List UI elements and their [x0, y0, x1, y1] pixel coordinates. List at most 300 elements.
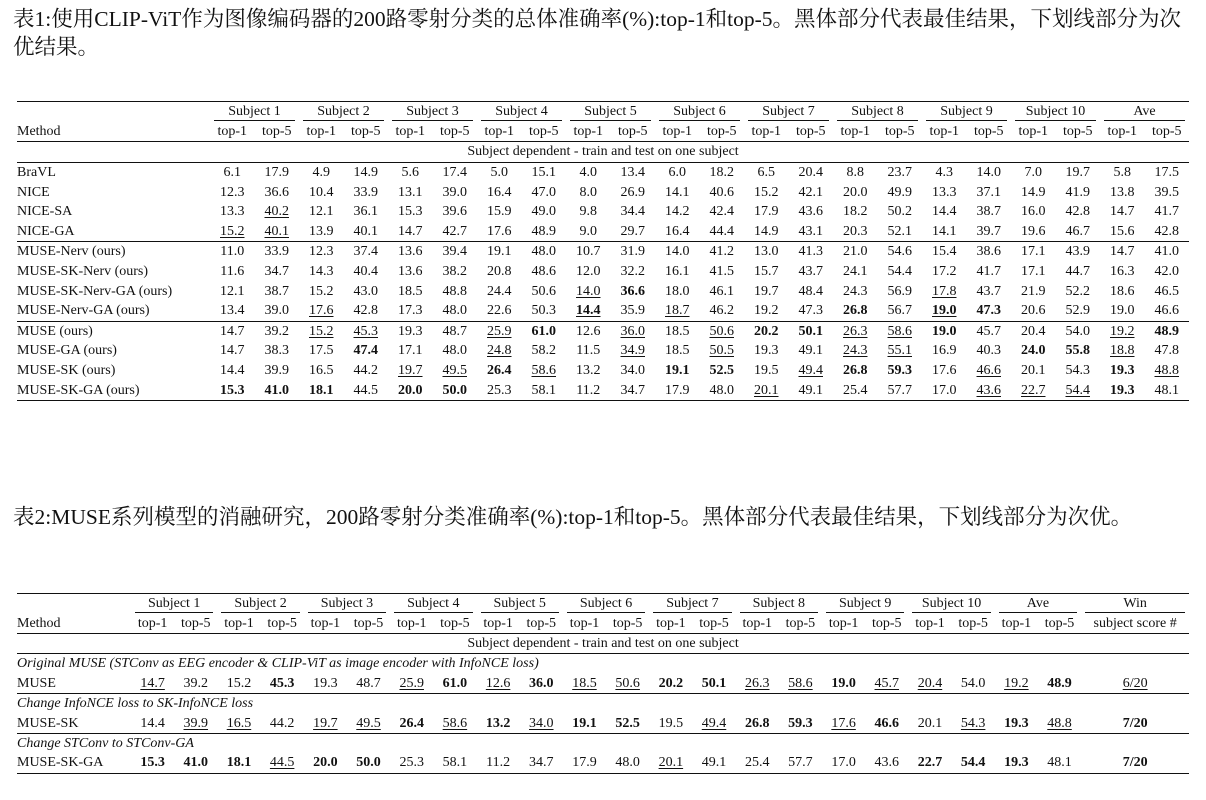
score-cell	[1056, 222, 1101, 242]
cell-value: 42.8	[1065, 204, 1090, 220]
win-subheader: subject score #	[1093, 615, 1177, 631]
score-cell	[744, 341, 789, 361]
score-cell	[789, 222, 834, 242]
cell-value: 20.1	[917, 715, 943, 731]
cell-value: 14.4	[220, 363, 245, 379]
group-label: Ave	[999, 595, 1077, 613]
cell-value: 50.1	[798, 323, 823, 339]
score-cell	[700, 321, 745, 341]
score-cell	[210, 182, 255, 202]
group-label: Win	[1085, 595, 1185, 613]
score-cell	[566, 202, 611, 222]
score-cell	[744, 281, 789, 301]
score-cell	[655, 182, 700, 202]
cell-value: 48.0	[442, 343, 467, 359]
cell-value: 19.3	[1110, 363, 1135, 379]
cell-value: 20.8	[487, 264, 512, 280]
score-cell	[789, 321, 834, 341]
metric-header: top-5	[440, 615, 470, 631]
score-cell	[1056, 202, 1101, 222]
score-cell	[700, 262, 745, 282]
score-cell	[833, 262, 878, 282]
score-cell	[299, 242, 344, 262]
cell-value: 16.5	[226, 715, 252, 731]
cell-value: 9.8	[579, 204, 597, 220]
score-cell	[210, 242, 255, 262]
score-cell	[1145, 162, 1190, 182]
score-cell	[1145, 321, 1190, 341]
score-cell	[299, 222, 344, 242]
cell-value: 16.4	[665, 223, 690, 239]
cell-value: 20.6	[1021, 303, 1046, 319]
score-cell	[522, 222, 567, 242]
metric-header: top-1	[310, 615, 341, 631]
cell-value: 14.7	[220, 323, 245, 339]
cell-value: 10.7	[576, 244, 601, 260]
cell-value: 34.7	[529, 755, 554, 771]
score-cell	[566, 162, 611, 182]
score-cell	[833, 182, 878, 202]
score-cell	[700, 242, 745, 262]
score-cell	[655, 162, 700, 182]
score-cell	[433, 753, 476, 773]
cell-value: 48.4	[798, 283, 823, 299]
metric-header: top-5	[528, 123, 559, 139]
score-cell	[611, 242, 656, 262]
score-cell	[433, 242, 478, 262]
score-cell	[822, 674, 865, 694]
cell-value: 25.4	[843, 382, 868, 398]
cell-value: 15.2	[309, 283, 334, 299]
cell-value: 41.0	[264, 382, 289, 398]
cell-value: 50.6	[531, 283, 556, 299]
metric-header: top-5	[612, 615, 643, 631]
cell-value: 19.7	[313, 715, 338, 731]
cell-value: 19.0	[1110, 303, 1135, 319]
score-cell	[922, 341, 967, 361]
score-cell	[967, 321, 1012, 341]
cell-value: 19.3	[1004, 715, 1029, 731]
group-header	[390, 594, 476, 614]
score-cell	[344, 361, 389, 381]
score-cell	[344, 380, 389, 400]
table1	[17, 101, 1189, 401]
cell-value: 26.3	[744, 675, 770, 691]
cell-value: 14.0	[665, 244, 690, 260]
cell-value: 36.1	[353, 204, 378, 220]
score-cell	[344, 262, 389, 282]
metric-header: top-1	[929, 123, 960, 139]
cell-value: 19.3	[398, 323, 423, 339]
score-cell	[1145, 242, 1190, 262]
score-cell	[388, 380, 433, 400]
score-cell	[210, 321, 255, 341]
cell-value: 16.9	[932, 343, 957, 359]
score-cell	[878, 262, 923, 282]
score-cell	[1100, 222, 1145, 242]
score-cell	[922, 380, 967, 400]
cell-value: 17.4	[442, 165, 467, 181]
cell-value: 5.6	[401, 165, 419, 181]
score-cell	[566, 380, 611, 400]
cell-value: 15.3	[398, 204, 423, 220]
metric-header: top-1	[751, 123, 782, 139]
metric-header: top-5	[1062, 123, 1093, 139]
cell-value: 48.1	[1154, 382, 1179, 398]
metric-header: top-5	[872, 615, 902, 631]
score-cell	[388, 321, 433, 341]
cell-value: 45.3	[353, 323, 378, 339]
score-cell	[789, 301, 834, 321]
cell-value: 13.4	[620, 165, 645, 181]
cell-value: 49.1	[701, 755, 727, 771]
cell-value: 20.0	[313, 755, 338, 771]
score-cell	[865, 674, 908, 694]
method-name: NICE-GA	[17, 223, 75, 239]
cell-value: 19.7	[398, 363, 423, 379]
score-cell	[477, 202, 522, 222]
cell-value: 4.9	[312, 165, 330, 181]
metric-header: top-5	[267, 615, 297, 631]
method-name: MUSE-SK-Nerv-GA (ours)	[17, 283, 173, 299]
cell-value: 42.8	[353, 303, 378, 319]
score-cell	[1056, 182, 1101, 202]
cell-value: 48.0	[615, 755, 640, 771]
score-cell	[344, 301, 389, 321]
cell-value: 19.6	[1021, 223, 1046, 239]
score-cell	[433, 713, 476, 733]
cell-value: 16.1	[665, 264, 690, 280]
table-row	[17, 713, 1189, 733]
cell-value: 19.0	[831, 675, 856, 691]
cell-value: 17.6	[309, 303, 334, 319]
cell-value: 48.9	[1154, 323, 1179, 339]
cell-value: 48.8	[1154, 363, 1179, 379]
cell-value: 25.9	[487, 323, 512, 339]
metric-header: top-1	[1001, 615, 1032, 631]
score-cell	[304, 674, 347, 694]
cell-value: 19.1	[665, 363, 690, 379]
score-cell	[789, 281, 834, 301]
score-cell	[1011, 242, 1056, 262]
score-cell	[878, 162, 923, 182]
score-cell	[520, 674, 563, 694]
ablation-note-row	[17, 654, 1189, 674]
cell-value: 20.0	[843, 184, 868, 200]
score-cell	[299, 380, 344, 400]
cell-value: 12.0	[576, 264, 601, 280]
cell-value: 41.3	[798, 244, 823, 260]
score-cell	[388, 162, 433, 182]
table-row	[17, 242, 1189, 262]
cell-value: 38.7	[976, 204, 1001, 220]
cell-value: 19.7	[1065, 165, 1090, 181]
cell-value: 49.9	[887, 184, 912, 200]
cell-value: 19.1	[572, 715, 597, 731]
score-cell	[655, 281, 700, 301]
score-cell	[299, 162, 344, 182]
metric-header: top-5	[699, 615, 729, 631]
cell-value: 14.7	[140, 675, 165, 691]
cell-value: 13.1	[398, 184, 423, 200]
score-cell	[1011, 162, 1056, 182]
method-name: MUSE-SK	[17, 715, 79, 731]
score-cell	[304, 713, 347, 733]
score-cell	[477, 281, 522, 301]
score-cell	[344, 321, 389, 341]
cell-value: 59.3	[887, 363, 912, 379]
score-cell	[655, 222, 700, 242]
score-cell	[344, 242, 389, 262]
cell-value: 58.2	[531, 343, 556, 359]
cell-value: 26.8	[843, 363, 868, 379]
score-cell	[789, 182, 834, 202]
score-cell	[700, 182, 745, 202]
score-cell	[878, 182, 923, 202]
group-header-row	[17, 102, 1189, 122]
score-cell	[255, 380, 300, 400]
score-cell	[522, 361, 567, 381]
cell-value: 21.0	[843, 244, 868, 260]
cell-value: 48.9	[1047, 675, 1072, 691]
cell-value: 6.0	[668, 165, 686, 181]
cell-value: 26.8	[744, 715, 770, 731]
score-cell	[477, 361, 522, 381]
cell-value: 50.0	[356, 755, 381, 771]
cell-value: 25.9	[399, 675, 424, 691]
score-cell	[1100, 380, 1145, 400]
score-cell	[520, 713, 563, 733]
cell-value: 18.0	[665, 283, 690, 299]
cell-value: 38.6	[976, 244, 1001, 260]
group-header	[1081, 594, 1189, 614]
cell-value: 47.8	[1154, 343, 1179, 359]
cell-value: 42.1	[798, 184, 823, 200]
cell-value: 13.6	[398, 264, 423, 280]
cell-value: 20.1	[754, 382, 779, 398]
cell-value: 50.6	[709, 323, 734, 339]
method-name: MUSE (ours)	[17, 321, 210, 341]
table-row	[17, 361, 1189, 381]
metric-header: top-5	[353, 615, 384, 631]
group-label: Subject 3	[392, 103, 473, 121]
score-cell	[1011, 341, 1056, 361]
score-cell	[833, 162, 878, 182]
group-header-row	[17, 594, 1189, 614]
cell-value: 39.2	[183, 675, 209, 691]
cell-value: 17.6	[932, 363, 957, 379]
score-cell	[779, 674, 822, 694]
cell-value: 45.7	[976, 323, 1001, 339]
ablation-note-row	[17, 693, 1189, 713]
cell-value: 26.9	[620, 184, 645, 200]
cell-value: 14.1	[665, 184, 690, 200]
score-cell	[299, 281, 344, 301]
score-cell	[433, 674, 476, 694]
cell-value: 24.0	[1021, 343, 1046, 359]
metric-header: top-5	[1044, 615, 1075, 631]
score-cell	[967, 162, 1012, 182]
score-cell	[388, 341, 433, 361]
cell-value: 15.9	[487, 204, 512, 220]
cell-value: 50.1	[701, 675, 727, 691]
cell-value: 17.8	[932, 283, 957, 299]
score-cell	[210, 361, 255, 381]
score-cell	[255, 341, 300, 361]
cell-value: 15.6	[1110, 223, 1135, 239]
score-cell	[611, 222, 656, 242]
score-cell	[522, 301, 567, 321]
score-cell	[388, 222, 433, 242]
score-cell	[878, 321, 923, 341]
cell-value: 13.6	[398, 244, 423, 260]
score-cell	[611, 301, 656, 321]
score-cell	[255, 361, 300, 381]
cell-value: 52.5	[709, 363, 734, 379]
score-cell	[563, 713, 606, 733]
cell-value: 48.6	[531, 264, 556, 280]
method-name: MUSE-SK-Nerv (ours)	[17, 264, 149, 280]
cell-value: 48.0	[709, 382, 734, 398]
score-cell	[1056, 361, 1101, 381]
cell-value: 29.7	[620, 223, 645, 239]
cell-value: 17.6	[831, 715, 856, 731]
score-cell	[700, 222, 745, 242]
cell-value: 14.4	[140, 715, 165, 731]
score-cell	[908, 753, 951, 773]
cell-value: 46.7	[1065, 223, 1090, 239]
cell-value: 4.3	[935, 165, 953, 181]
score-cell	[789, 262, 834, 282]
score-cell	[566, 301, 611, 321]
cell-value: 44.2	[353, 363, 378, 379]
group-label: Subject 10	[912, 595, 990, 613]
score-cell	[255, 222, 300, 242]
cell-value: 8.0	[579, 184, 597, 200]
score-cell	[388, 301, 433, 321]
table-row	[17, 753, 1189, 773]
score-cell	[1145, 380, 1190, 400]
score-cell	[908, 674, 951, 694]
score-cell	[477, 753, 520, 773]
cell-value: 47.3	[976, 303, 1001, 319]
score-cell	[210, 380, 255, 400]
score-cell	[822, 753, 865, 773]
method-header: Method	[17, 615, 61, 631]
method-name: MUSE-Nerv-GA (ours)	[17, 303, 150, 319]
cell-value: 14.7	[1110, 244, 1135, 260]
group-header	[655, 102, 744, 122]
cell-value: 55.8	[1065, 343, 1090, 359]
group-header	[477, 594, 563, 614]
score-cell	[736, 674, 779, 694]
score-cell	[833, 202, 878, 222]
cell-value: 49.4	[701, 715, 727, 731]
cell-value: 41.0	[183, 755, 209, 771]
table-row	[17, 380, 1189, 400]
score-cell	[1145, 301, 1190, 321]
score-cell	[952, 753, 995, 773]
cell-value: 54.4	[887, 264, 912, 280]
score-cell	[779, 753, 822, 773]
method-name: MUSE	[17, 675, 56, 691]
score-cell	[655, 361, 700, 381]
cell-value: 26.4	[399, 715, 424, 731]
cell-value: 18.2	[843, 204, 868, 220]
score-cell	[522, 182, 567, 202]
cell-value: 43.0	[353, 283, 378, 299]
score-cell	[736, 753, 779, 773]
cell-value: 13.8	[1110, 184, 1135, 200]
cell-value: 19.3	[313, 675, 338, 691]
group-label: Subject 5	[570, 103, 651, 121]
score-cell	[611, 341, 656, 361]
metric-header: top-1	[395, 123, 426, 139]
cell-value: 43.6	[976, 382, 1001, 398]
cell-value: 14.3	[309, 264, 334, 280]
cell-value: 42.8	[1154, 223, 1179, 239]
cell-value: 34.7	[620, 382, 645, 398]
score-cell	[1011, 222, 1056, 242]
cell-value: 32.2	[620, 264, 645, 280]
score-cell	[833, 361, 878, 381]
score-cell	[566, 182, 611, 202]
cell-value: 40.1	[264, 223, 289, 239]
score-cell	[261, 753, 304, 773]
group-label: Subject 1	[135, 595, 213, 613]
cell-value: 49.0	[531, 204, 556, 220]
cell-value: 12.3	[309, 244, 334, 260]
score-cell	[477, 182, 522, 202]
cell-value: 11.2	[486, 755, 511, 771]
cell-value: 17.5	[1154, 165, 1179, 181]
score-cell	[433, 341, 478, 361]
group-header	[922, 102, 1011, 122]
score-cell	[744, 321, 789, 341]
score-cell	[217, 713, 260, 733]
score-cell	[522, 162, 567, 182]
cell-value: 24.3	[843, 343, 868, 359]
cell-value: 6.5	[757, 165, 775, 181]
score-cell	[789, 162, 834, 182]
score-cell	[563, 674, 606, 694]
cell-value: 39.9	[264, 363, 289, 379]
cell-value: 41.9	[1065, 184, 1090, 200]
cell-value: 46.5	[1154, 283, 1179, 299]
score-cell	[566, 321, 611, 341]
score-cell	[967, 341, 1012, 361]
metric-header: top-5	[181, 615, 211, 631]
cell-value: 44.4	[709, 223, 734, 239]
cell-value: 37.1	[976, 184, 1001, 200]
score-cell	[922, 222, 967, 242]
cell-value: 49.1	[798, 382, 823, 398]
cell-value: 26.8	[843, 303, 868, 319]
cell-value: 41.2	[709, 244, 734, 260]
cell-value: 4.0	[579, 165, 597, 181]
score-cell	[347, 713, 390, 733]
cell-value: 54.3	[960, 715, 986, 731]
cell-value: 18.5	[665, 343, 690, 359]
table-row	[17, 182, 1189, 202]
score-cell	[655, 380, 700, 400]
cell-value: 14.7	[220, 343, 245, 359]
cell-value: 52.5	[615, 715, 640, 731]
cell-value: 19.2	[754, 303, 779, 319]
cell-value: 52.9	[1065, 303, 1090, 319]
score-cell	[692, 753, 735, 773]
score-cell	[210, 341, 255, 361]
